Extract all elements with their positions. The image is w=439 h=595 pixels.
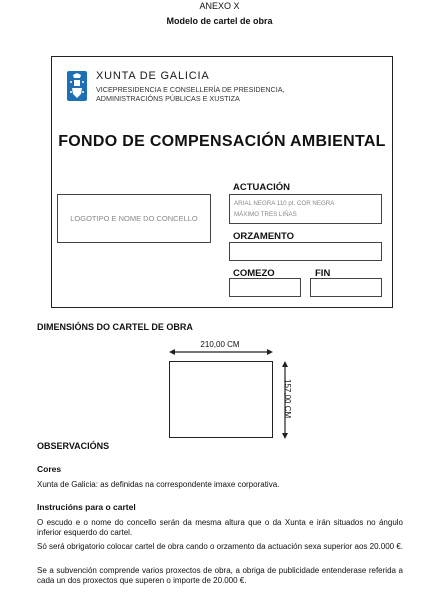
comezo-box — [229, 278, 301, 297]
observations-title: OBSERVACIÓNS — [37, 441, 110, 451]
instructions-title: Instrucións para o cartel — [37, 502, 136, 512]
width-arrow-icon — [168, 347, 274, 357]
fin-label: FIN — [315, 268, 331, 279]
cores-text: Xunta de Galicia: as definidas na correspondente imaxe corporativa. — [37, 480, 280, 489]
instruction-item: O escudo e o nome do concello serán da mesma altura que o da Xunta e irán situados no ángulo inferior esquerdo do cartel. — [37, 518, 403, 537]
xunta-coat-of-arms-icon — [66, 70, 88, 102]
org-name: XUNTA DE GALICIA — [96, 70, 210, 82]
actuacion-hint-line-1: ARIAL NEGRA 110 pt. COR NEGRA — [234, 200, 335, 207]
sign-proportion-rectangle — [169, 361, 273, 438]
actuacion-label: ACTUACIÓN — [233, 182, 290, 193]
fin-box — [310, 278, 382, 297]
height-label: 157,00 CM — [283, 379, 292, 419]
comezo-label: COMEZO — [233, 268, 275, 279]
department-line-2: ADMINISTRACIÓNS PÚBLICAS E XUSTIZA — [96, 94, 240, 103]
orzamento-label: ORZAMENTO — [233, 231, 295, 242]
width-label: 210,00 CM — [200, 340, 240, 349]
dimensions-title: DIMENSIÓNS DO CARTEL DE OBRA — [37, 322, 193, 332]
orzamento-box — [229, 242, 382, 261]
fund-title: FONDO DE COMPENSACIÓN AMBIENTAL — [58, 133, 386, 150]
actuacion-hint-line-2: MÁXIMO TRES LIÑAS — [234, 211, 297, 218]
department-line-1: VICEPRESIDENCIA E CONSELLERÍA DE PRESIDENCIA, — [96, 85, 285, 94]
cores-title: Cores — [37, 464, 62, 474]
municipality-logo-placeholder: LOGOTIPO E NOME DO CONCELLO — [70, 214, 198, 223]
actuacion-box — [229, 194, 382, 224]
instruction-item: Se a subvención comprende varios proxectos de obra, a obriga de publicidade entenderase referida a cada un dos proxectos que superen o importe de 20.000 €. — [37, 566, 403, 585]
instruction-item: Só será obrigatorio colocar cartel de obra cando o orzamento da actuación sexa superior aos 20.000 €. — [37, 542, 403, 551]
annex-label: ANEXO X — [199, 1, 240, 11]
document-title: Modelo de cartel de obra — [166, 16, 273, 26]
